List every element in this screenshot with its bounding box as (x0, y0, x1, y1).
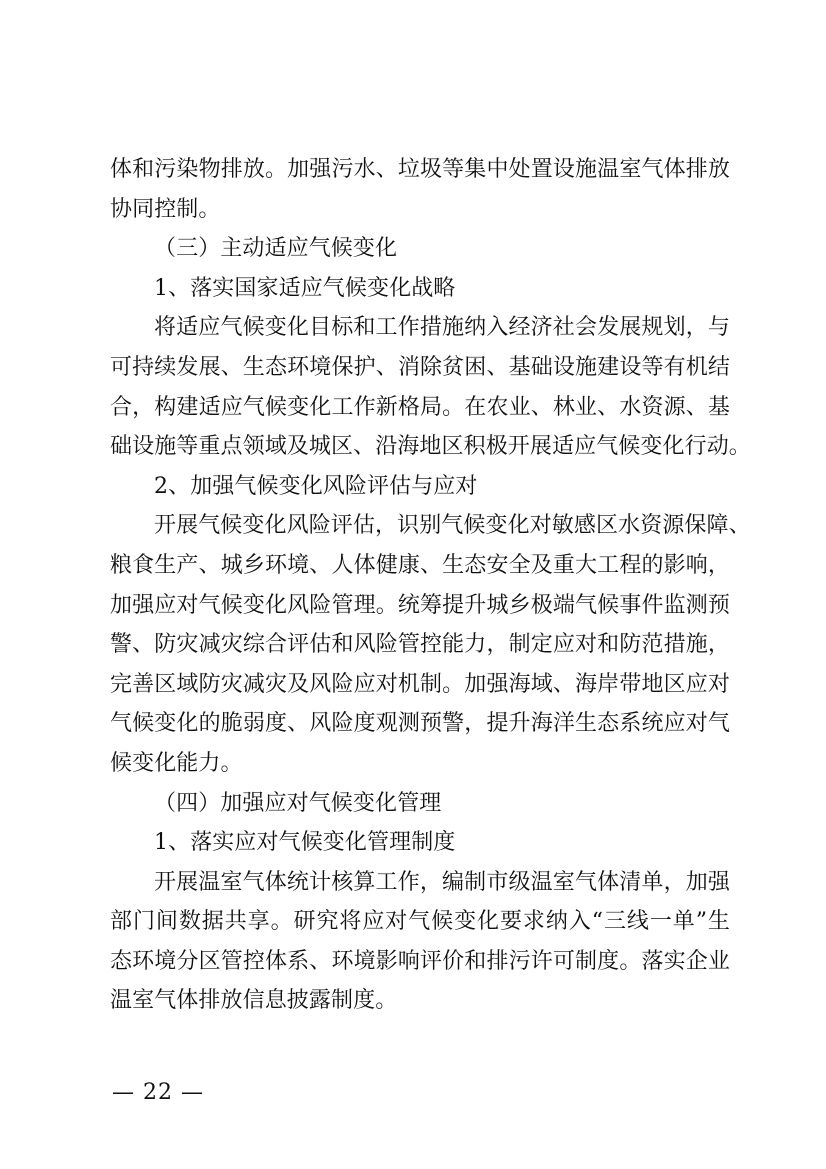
text-line: 2、加强气候变化风险评估与应对 (154, 473, 478, 499)
document-body (110, 150, 751, 1021)
text-line: 候变化能力。 (110, 750, 243, 776)
page-number: — 22 — (112, 1080, 204, 1105)
text-line: 完善区域防灾减灾及风险应对机制。加强海域、海岸带地区应对 (110, 671, 730, 697)
text-line: 础设施等重点领域及城区、沿海地区积极开展适应气候变化行动。 (110, 434, 751, 460)
text-line: 警、防灾减灾综合评估和风险管控能力，制定应对和防范措施， (110, 632, 730, 658)
text-line: 合，构建适应气候变化工作新格局。在农业、林业、水资源、基 (110, 394, 730, 420)
text-line: 部门间数据共享。研究将应对气候变化要求纳入“三线一单”生 (110, 909, 730, 935)
text-line: 可持续发展、生态环境保护、消除贫困、基础设施建设等有机结 (110, 354, 730, 380)
text-line: 温室气体排放信息披露制度。 (110, 988, 398, 1014)
text-line: 态环境分区管控体系、环境影响评价和排污许可制度。落实企业 (110, 948, 730, 974)
text-line: 将适应气候变化目标和工作措施纳入经济社会发展规划，与 (154, 315, 730, 341)
text-line: 开展温室气体统计核算工作，编制市级温室气体清单，加强 (154, 869, 730, 895)
text-line: 体和污染物排放。加强污水、垃圾等集中处置设施温室气体排放 (110, 157, 730, 182)
text-line: （四）加强应对气候变化管理 (154, 790, 442, 816)
text-line: 1、落实国家适应气候变化战略 (154, 275, 456, 301)
text-line: 气候变化的脆弱度、风险度观测预警，提升海洋生态系统应对气 (110, 711, 730, 737)
text-line: 开展气候变化风险评估，识别气候变化对敏感区水资源保障、 (154, 513, 751, 539)
text-line: 1、落实应对气候变化管理制度 (154, 830, 456, 856)
text-line: （三）主动适应气候变化 (154, 236, 398, 262)
text-line: 粮食生产、城乡环境、人体健康、生态安全及重大工程的影响， (110, 552, 730, 578)
text-line: 加强应对气候变化风险管理。统筹提升城乡极端气候事件监测预 (110, 592, 730, 618)
text-line: 协同控制。 (110, 196, 221, 222)
